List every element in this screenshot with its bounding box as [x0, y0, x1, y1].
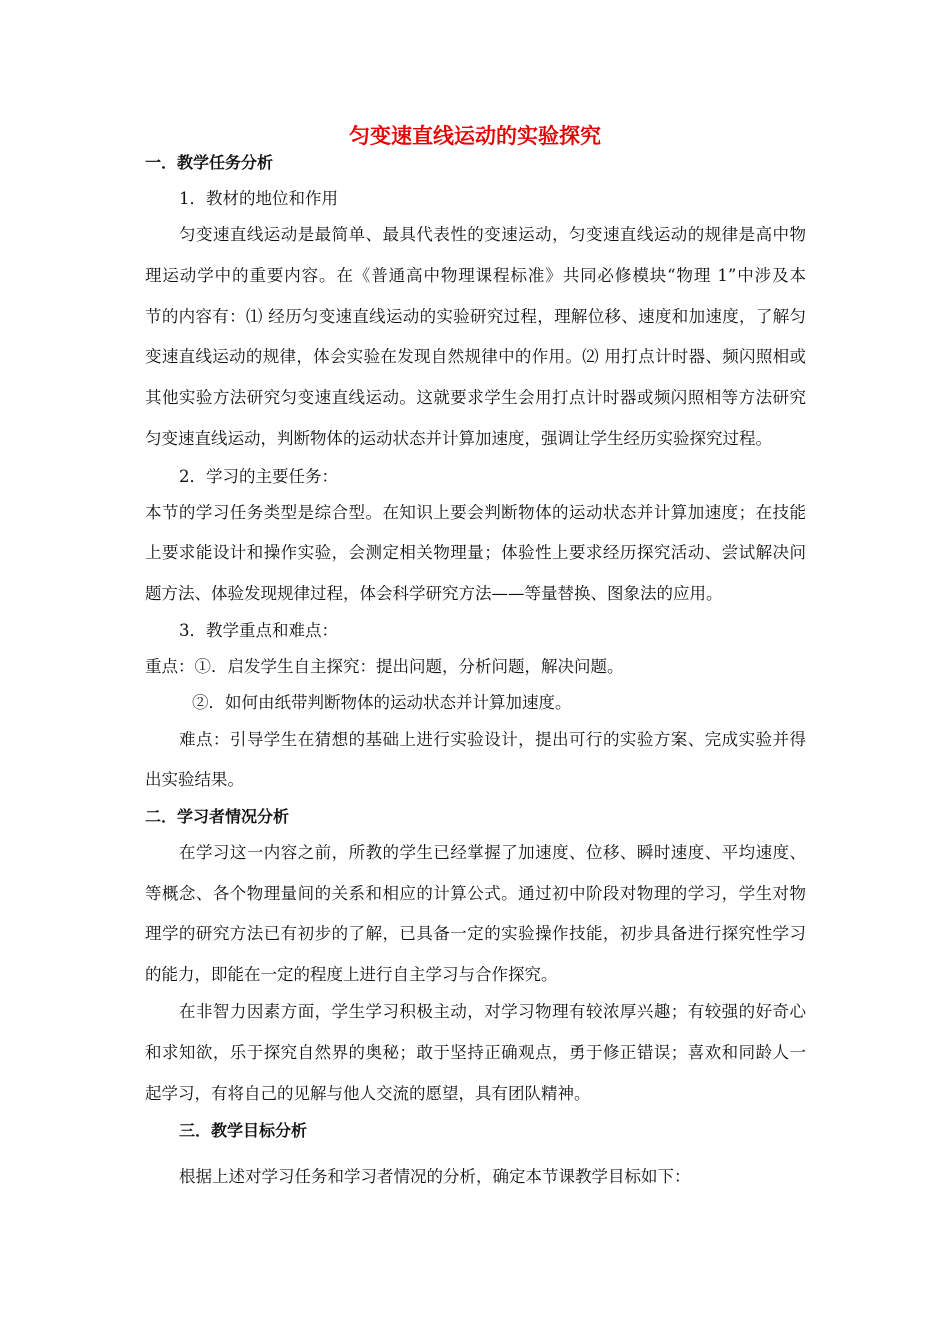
paragraph-line: 其他实验方法研究匀变速直线运动。这就要求学生会用打点计时器或频闪照相等方法研究	[145, 388, 806, 407]
key-point-2: ②．如何由纸带判断物体的运动状态并计算加速度。	[192, 693, 572, 712]
document-title: 匀变速直线运动的实验探究	[349, 124, 601, 148]
paragraph-line: 等概念、各个物理量间的关系和相应的计算公式。通过初中阶段对物理的学习，学生对物	[145, 884, 806, 903]
paragraph-line: 匀变速直线运动是最简单、最具代表性的变速运动，匀变速直线运动的规律是高中物	[179, 225, 806, 244]
paragraph-line: 在非智力因素方面，学生学习积极主动，对学习物理有较浓厚兴趣；有较强的好奇心	[179, 1002, 806, 1021]
paragraph-line: 本节的学习任务类型是综合型。在知识上要会判断物体的运动状态并计算加速度；在技能	[145, 503, 806, 522]
paragraph-line: 匀变速直线运动，判断物体的运动状态并计算加速度，强调让学生经历实验探究过程。	[145, 429, 772, 448]
subheading-1-2: 2．学习的主要任务：	[179, 467, 338, 486]
paragraph-line: 题方法、体验发现规律过程，体会科学研究方法——等量替换、图象法的应用。	[145, 584, 723, 603]
subheading-1-1: 1．教材的地位和作用	[179, 189, 338, 208]
section-heading-3: 三．教学目标分析	[179, 1121, 308, 1140]
difficulty-line: 难点：引导学生在猜想的基础上进行实验设计，提出可行的实验方案、完成实验并得	[179, 730, 806, 749]
paragraph-line: 上要求能设计和操作实验，会测定相关物理量；体验性上要求经历探究活动、尝试解决问	[145, 543, 806, 562]
paragraph-line: 节的内容有：⑴ 经历匀变速直线运动的实验研究过程，理解位移、速度和加速度，了解匀	[145, 307, 806, 326]
paragraph-line: 变速直线运动的规律，体会实验在发现自然规律中的作用。⑵ 用打点计时器、频闪照相或	[145, 347, 806, 366]
paragraph-line: 理学的研究方法已有初步的了解，已具备一定的实验操作技能，初步具备进行探究性学习	[145, 924, 806, 943]
paragraph-line: 起学习，有将自己的见解与他人交流的愿望，具有团队精神。	[145, 1084, 591, 1103]
paragraph-line: 在学习这一内容之前，所教的学生已经掌握了加速度、位移、瞬时速度、平均速度、	[179, 843, 806, 862]
paragraph-line: 根据上述对学习任务和学习者情况的分析，确定本节课教学目标如下：	[179, 1167, 691, 1186]
key-point-1: 重点：①．启发学生自主探究：提出问题，分析问题，解决问题。	[145, 657, 624, 676]
section-heading-1: 一．教学任务分析	[145, 153, 274, 172]
subheading-1-3: 3．教学重点和难点：	[179, 621, 338, 640]
difficulty-line: 出实验结果。	[145, 770, 244, 789]
paragraph-line: 的能力，即能在一定的程度上进行自主学习与合作探究。	[145, 965, 558, 984]
paragraph-line: 和求知欲，乐于探究自然界的奥秘；敢于坚持正确观点，勇于修正错误；喜欢和同龄人一	[145, 1043, 806, 1062]
section-heading-2: 二．学习者情况分析	[145, 807, 290, 826]
paragraph-line: 理运动学中的重要内容。在《普通高中物理课程标准》共同必修模块“物理 1”中涉及本	[145, 266, 806, 285]
